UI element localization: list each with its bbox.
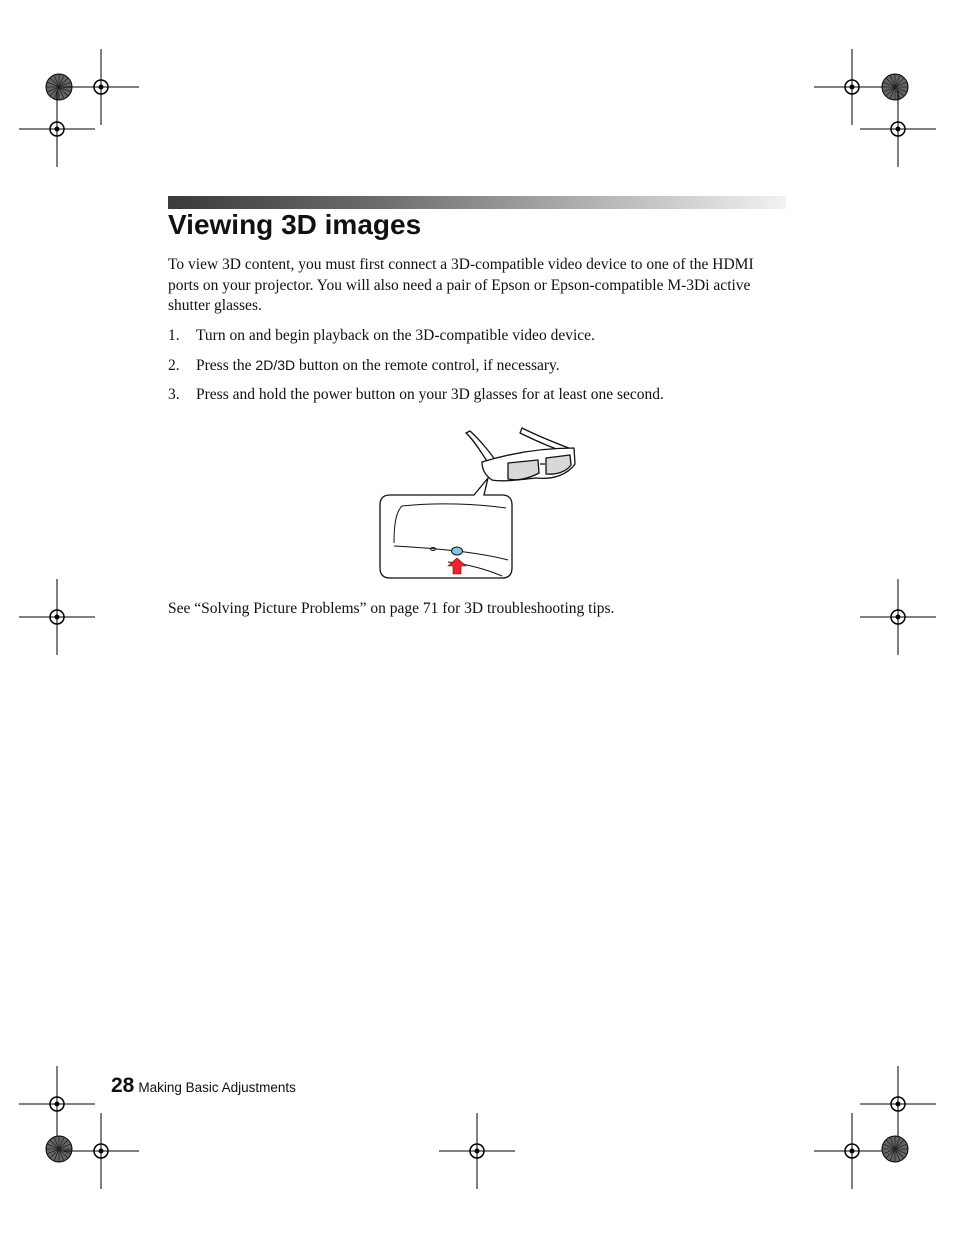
troubleshooting-reference: See “Solving Picture Problems” on page 71 for 3D troubleshooting tips. <box>168 600 615 617</box>
crop-mark-top-right <box>814 49 936 167</box>
step-text: Turn on and begin playback on the 3D-compatible video device. <box>196 327 595 344</box>
step-2 <box>168 355 560 376</box>
step-number: 3. <box>168 386 180 403</box>
power-button-icon <box>452 547 463 555</box>
crop-mark-middle-left <box>19 579 95 655</box>
crop-mark-bottom-right <box>814 1066 936 1189</box>
callout-bubble <box>380 478 512 578</box>
step-text: Press the <box>196 357 256 374</box>
intro-paragraph: To view 3D content, you must first connect a 3D-compatible video device to one of the HDMI ports on your projector. You will also need a pair of Epson or Epson-compatible M-3Di active shutter glasses. <box>168 256 754 314</box>
footer-section-title: Making Basic Adjustments <box>138 1080 296 1095</box>
step-number: 2. <box>168 357 180 374</box>
button-name-2d3d: 2D/3D <box>255 357 296 373</box>
page-number: 28 <box>111 1074 135 1097</box>
step-text: Press and hold the power button on your 3D glasses for at least one second. <box>196 386 664 403</box>
3d-glasses-icon <box>466 428 575 481</box>
crop-mark-bottom-center <box>439 1113 515 1189</box>
step-number: 1. <box>168 327 180 344</box>
step-1 <box>168 326 595 346</box>
crop-mark-top-left <box>19 49 139 167</box>
step-text-continued: button on the remote control, if necessary. <box>295 357 560 374</box>
crop-mark-middle-right <box>860 579 936 655</box>
step-3 <box>168 385 664 405</box>
page-title: Viewing 3D images <box>168 209 422 240</box>
3d-glasses-illustration <box>378 420 578 582</box>
page-footer <box>111 1074 296 1098</box>
